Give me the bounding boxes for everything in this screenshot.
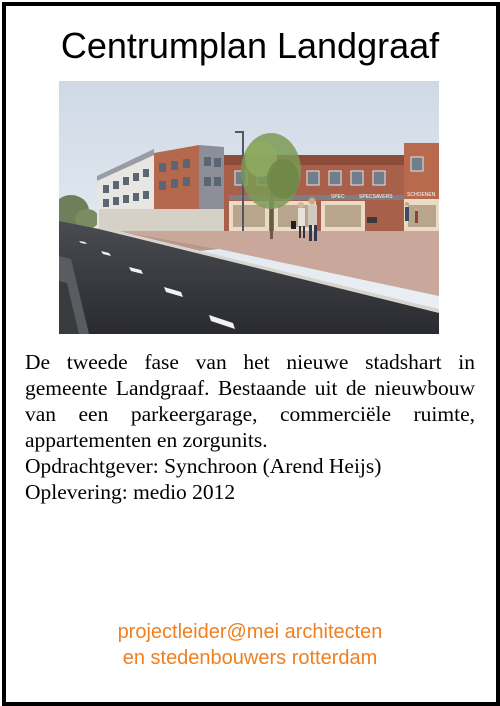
shop-sign-left: SPEC <box>331 194 345 200</box>
client-line: Opdrachtgever: Synchroon (Arend Heijs) <box>25 454 382 478</box>
credit-line-2: en stedenbouwers rotterdam <box>122 647 378 669</box>
project-rendering-image <box>59 81 439 334</box>
page-title: Centrumplan Landgraaf <box>60 25 440 66</box>
shop-sign-mid: SPECSAVERS <box>359 194 393 200</box>
delivery-line: Oplevering: medio 2012 <box>25 480 236 504</box>
shop-sign-right: SCHOENEN <box>407 192 436 198</box>
credit-block <box>0 619 500 671</box>
credit-line-1: projectleider@mei architecten <box>117 621 383 643</box>
project-description-block <box>25 349 475 505</box>
project-description: De tweede fase van het nieuwe stadshart in gemeente Landgraaf. Bestaande uit de nieuwbouw van een parkeergarage, commerciële ruimte, appartementen en zorgunits. <box>25 350 475 452</box>
